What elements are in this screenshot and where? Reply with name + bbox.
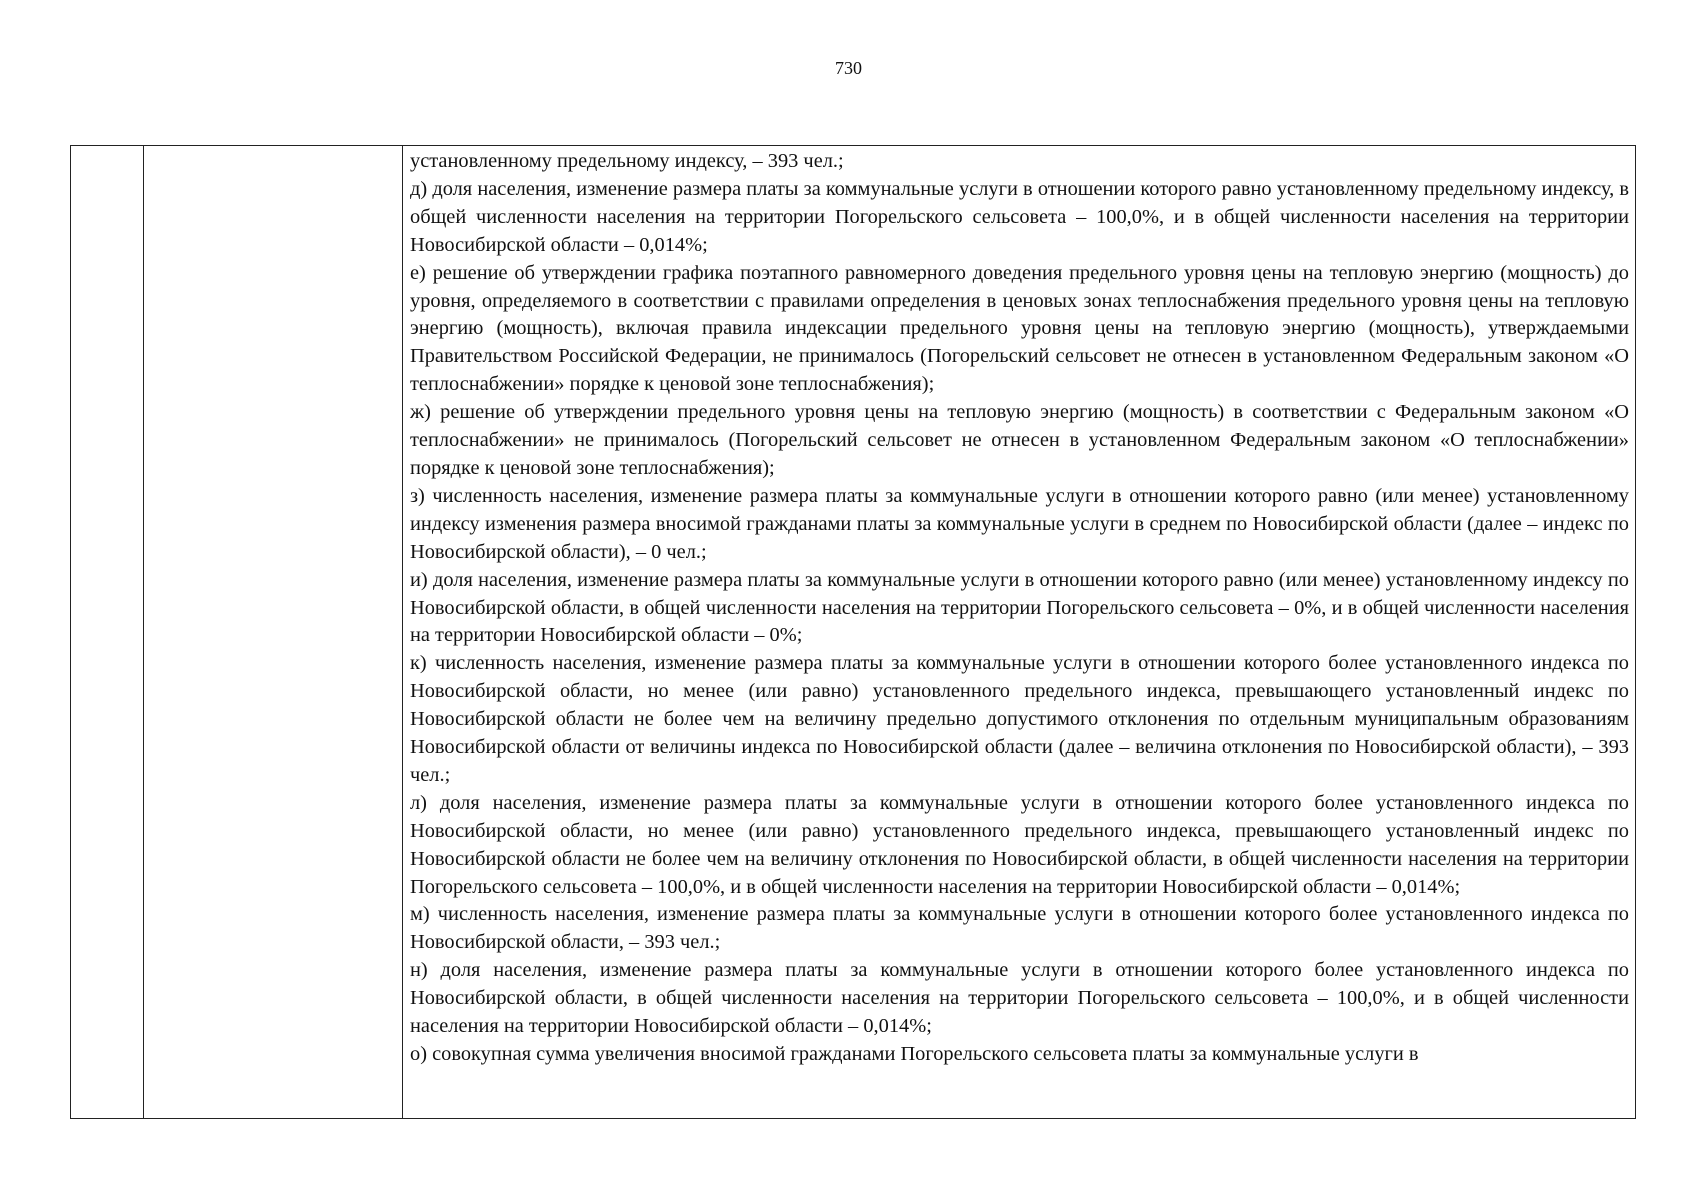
page-number: 730	[835, 58, 862, 78]
paragraph-continuation: установленному предельному индексу, – 393 чел.;	[410, 150, 844, 172]
paragraph-item-i: и) доля населения, изменение размера платы за коммунальные услуги в отношении которого равно (или менее) установленному индексу по Новосибирской области, в общей численности населения на территории Погорельского сельсовета – 0%, и в общей численности населения на территории Новосибирской области – 0%;	[410, 568, 1629, 647]
paragraph-item-l: л) доля населения, изменение размера платы за коммунальные услуги в отношении которого более установленного индекса по Новосибирской области, но менее (или равно) установленного предельного индекса, превышающего установленный индекс по Новосибирской области не более чем на величину отклонения по Новосибирской области, в общей численности населения на территории Погорельского сельсовета – 100,0%, и в общей численности населения на территории Новосибирской области – 0,014%;	[410, 791, 1629, 898]
paragraph-item-zh: ж) решение об утверждении предельного уровня цены на тепловую энергию (мощность) в соответствии с Федеральным законом «О теплоснабжении» не принималось (Погорельский сельсовет не отнесен в установленном Федеральным законом «О теплоснабжении» порядке к ценовой зоне теплоснабжения);	[410, 401, 1629, 479]
document-table	[70, 145, 1636, 1119]
paragraph-item-o: о) совокупная сумма увеличения вносимой гражданами Погорельского сельсовета платы за коммунальные услуги в	[410, 1043, 1419, 1065]
paragraph-item-z: з) численность населения, изменение размера платы за коммунальные услуги в отношении которого равно (или менее) установленному индексу изменения размера вносимой гражданами платы за коммунальные услуги в среднем по Новосибирской области (далее – индекс по Новосибирской области), – 0 чел.;	[410, 484, 1629, 563]
table-cell-indicator	[144, 146, 403, 1118]
table-cell-index	[71, 146, 144, 1118]
paragraph-item-d: д) доля населения, изменение размера платы за коммунальные услуги в отношении которого равно установленному предельному индексу, в общей численности населения на территории Погорельского сельсовета – 100,0%, и в общей численности населения на территории Новосибирской области – 0,014%;	[410, 177, 1629, 256]
paragraph-item-k: к) численность населения, изменение размера платы за коммунальные услуги в отношении которого более установленного индекса по Новосибирской области, но менее (или равно) установленного предельного индекса, превышающего установленный индекс по Новосибирской области не более чем на величину предельно допустимого отклонения по отдельным муниципальным образованиям Новосибирской области от величины индекса по Новосибирской области (далее – величина отклонения по Новосибирской области), – 393 чел.;	[410, 652, 1629, 786]
paragraph-item-e: е) решение об утверждении графика поэтапного равномерного доведения предельного уровня цены на тепловую энергию (мощность) до уровня, определяемого в соответствии с правилами определения в ценовых зонах теплоснабжения предельного уровня цены на тепловую энергию (мощность), включая правила индексации предельного уровня цены на тепловую энергию (мощность), утверждаемыми Правительством Российской Федерации, не принималось (Погорельский сельсовет не отнесен в установленном Федеральным законом «О теплоснабжении» порядке к ценовой зоне теплоснабжения);	[410, 261, 1629, 396]
paragraph-item-m: м) численность населения, изменение размера платы за коммунальные услуги в отношении которого более установленного индекса по Новосибирской области, – 393 чел.;	[410, 903, 1629, 954]
table-cell-content	[403, 146, 1635, 1118]
paragraph-item-n: н) доля населения, изменение размера платы за коммунальные услуги в отношении которого более установленного индекса по Новосибирской области, в общей численности населения на территории Погорельского сельсовета – 100,0%, и в общей численности населения на территории Новосибирской области – 0,014%;	[410, 959, 1629, 1038]
